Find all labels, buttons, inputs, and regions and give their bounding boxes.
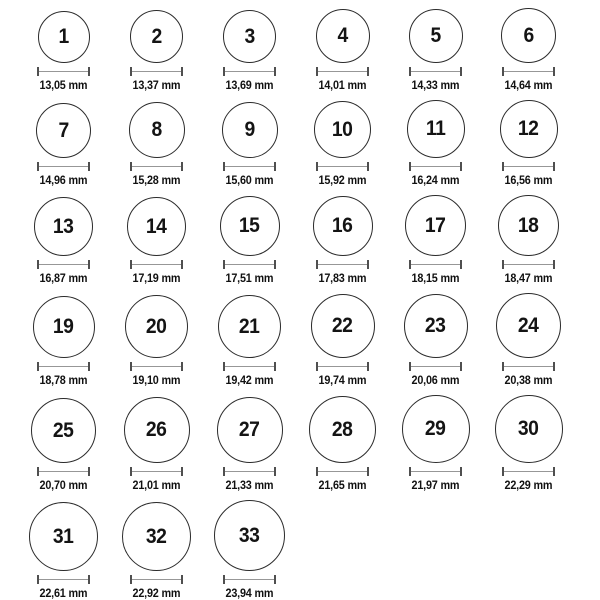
ring-size-cell [110,397,203,491]
diameter-label-text: 17,83 mm [318,273,367,285]
diameter-label-text: 14,64 mm [504,80,553,92]
diameter-label-text: 16,56 mm [504,175,553,187]
diameter-label-text: 22,92 mm [132,588,181,600]
diameter-measure-line [223,467,276,476]
diameter-label [38,373,89,386]
diameter-label [317,173,368,186]
diameter-label [410,78,461,91]
ring-size-number: 17 [425,213,446,237]
ring-size-cell [17,103,110,186]
diameter-label [317,271,368,284]
ring-circle [405,195,466,256]
diameter-label [131,586,182,599]
diameter-label [410,373,461,386]
diameter-measure-line [130,575,183,584]
ring-size-number: 6 [523,23,534,47]
diameter-measure-line [130,162,183,171]
diameter-label-text: 17,19 mm [132,273,181,285]
ring-size-cell [389,195,482,284]
diameter-label-text: 15,28 mm [132,175,181,187]
ring-size-cell [389,395,482,491]
ring-size-cell [17,11,110,91]
diameter-label [224,373,275,386]
diameter-label-text: 20,38 mm [504,375,553,387]
ring-size-cell [482,195,575,284]
ring-circle [220,196,280,256]
diameter-measure-line [316,362,369,371]
ring-circle [496,293,561,358]
diameter-label [224,173,275,186]
diameter-measure-line [223,162,276,171]
diameter-label-text: 14,01 mm [318,80,367,92]
diameter-label-text: 20,06 mm [411,375,460,387]
diameter-measure-line [502,467,555,476]
ring-size-cell [389,294,482,386]
ring-circle [122,502,191,571]
diameter-label-text: 17,51 mm [225,273,274,285]
ring-size-number: 19 [53,315,74,338]
diameter-label [224,478,275,491]
diameter-measure-line [502,362,555,371]
diameter-label-text: 22,61 mm [39,588,88,600]
ring-circle [129,102,185,158]
ring-size-cell [389,100,482,186]
ring-circle [33,296,95,358]
ring-size-number: 27 [239,418,260,441]
diameter-label-text: 13,37 mm [132,80,181,92]
diameter-label-text: 18,15 mm [411,273,460,285]
diameter-label [38,271,89,284]
diameter-measure-line [502,260,555,269]
ring-circle [402,395,470,463]
ring-size-cell [482,100,575,186]
ring-size-number: 16 [332,214,353,237]
size-row [17,100,600,186]
ring-size-cell [296,9,389,91]
diameter-measure-line [37,162,90,171]
size-row [17,500,600,599]
diameter-label-text: 16,24 mm [411,175,460,187]
diameter-label [38,173,89,186]
diameter-label-text: 21,33 mm [225,480,274,492]
diameter-measure-line [502,67,555,76]
diameter-label [317,478,368,491]
diameter-measure-line [316,162,369,171]
ring-size-number: 1 [58,25,69,48]
ring-size-number: 4 [337,24,348,47]
ring-circle [500,100,558,158]
size-row [17,395,600,491]
ring-size-cell [17,197,110,284]
diameter-label-text: 21,65 mm [318,480,367,492]
diameter-measure-line [409,162,462,171]
ring-size-cell [110,295,203,386]
diameter-label [410,478,461,491]
ring-circle [130,10,183,63]
ring-circle [214,500,285,571]
ring-circle [36,103,91,158]
size-row [17,195,600,284]
ring-size-cell [296,294,389,386]
ring-circle [309,396,376,463]
ring-circle [34,197,93,256]
ring-size-cell [389,9,482,91]
diameter-label [131,478,182,491]
diameter-label [131,173,182,186]
ring-size-cell [296,196,389,284]
diameter-measure-line [409,362,462,371]
ring-size-number: 3 [244,24,255,48]
ring-size-cell [203,196,296,284]
ring-circle [38,11,90,63]
diameter-measure-line [37,575,90,584]
diameter-label [38,586,89,599]
ring-size-cell [482,395,575,491]
ring-circle [409,9,463,63]
diameter-measure-line [409,67,462,76]
diameter-label-text: 22,29 mm [504,480,553,492]
diameter-label [317,78,368,91]
diameter-label [224,271,275,284]
ring-size-cell [203,10,296,91]
ring-size-number: 28 [332,417,353,441]
diameter-measure-line [130,467,183,476]
ring-circle [407,100,465,158]
diameter-measure-line [316,260,369,269]
ring-circle [314,101,371,158]
diameter-label [224,586,275,599]
diameter-measure-line [223,575,276,584]
diameter-label-text: 20,70 mm [39,480,88,492]
ring-size-cell [296,101,389,186]
size-row [17,293,600,386]
ring-circle [498,195,559,256]
ring-size-number: 24 [518,313,539,337]
ring-circle [127,197,186,256]
ring-size-cell [203,102,296,186]
ring-size-number: 2 [151,24,162,48]
ring-circle [501,8,556,63]
ring-size-cell [110,10,203,91]
ring-circle [124,397,190,463]
diameter-label-text: 21,97 mm [411,480,460,492]
ring-size-number: 14 [146,214,167,238]
diameter-measure-line [130,260,183,269]
diameter-label [38,478,89,491]
diameter-measure-line [316,467,369,476]
ring-size-number: 23 [425,314,446,337]
ring-size-number: 10 [332,117,353,141]
ring-circle [218,295,281,358]
ring-size-number: 31 [53,524,74,548]
ring-size-cell [203,295,296,386]
diameter-label-text: 15,60 mm [225,175,274,187]
diameter-measure-line [223,362,276,371]
ring-size-number: 30 [518,417,539,440]
ring-size-number: 26 [146,418,167,441]
ring-circle [222,102,278,158]
diameter-measure-line [130,362,183,371]
ring-size-cell [203,397,296,491]
ring-size-number: 32 [146,524,167,548]
ring-size-number: 13 [53,214,74,238]
ring-circle [316,9,370,63]
diameter-label [131,78,182,91]
ring-circle [125,295,188,358]
diameter-label-text: 23,94 mm [225,588,274,600]
ring-circle [29,502,98,571]
ring-circle [31,398,96,463]
ring-size-number: 29 [425,417,446,440]
diameter-label [224,78,275,91]
ring-size-number: 33 [239,523,260,547]
diameter-label-text: 15,92 mm [318,175,367,187]
diameter-measure-line [316,67,369,76]
diameter-label-text: 19,42 mm [225,375,274,387]
ring-size-number: 22 [332,314,353,337]
diameter-label [317,373,368,386]
diameter-label-text: 19,10 mm [132,375,181,387]
ring-size-cell [17,296,110,386]
ring-size-cell [110,197,203,284]
ring-size-cell [482,8,575,91]
diameter-measure-line [37,260,90,269]
ring-size-cell [203,500,296,599]
ring-size-cell [296,396,389,491]
diameter-label-text: 19,74 mm [318,375,367,387]
diameter-measure-line [223,67,276,76]
diameter-measure-line [130,67,183,76]
ring-circle [311,294,375,358]
ring-size-cell [17,398,110,491]
diameter-label [131,373,182,386]
ring-size-number: 15 [239,214,260,237]
diameter-label [503,271,554,284]
diameter-label-text: 18,47 mm [504,273,553,285]
diameter-measure-line [37,67,90,76]
ring-size-number: 9 [244,118,255,141]
ring-circle [495,395,563,463]
ring-size-cell [482,293,575,386]
ring-size-cell [17,502,110,599]
diameter-label [503,478,554,491]
ring-circle [223,10,276,63]
diameter-label-text: 13,05 mm [39,80,88,92]
ring-size-cell [110,102,203,186]
diameter-label [503,173,554,186]
diameter-measure-line [502,162,555,171]
diameter-label [503,78,554,91]
diameter-label [131,271,182,284]
ring-circle [404,294,468,358]
diameter-label [410,173,461,186]
diameter-label-text: 21,01 mm [132,480,181,492]
ring-size-number: 12 [518,117,539,140]
diameter-measure-line [409,260,462,269]
ring-size-number: 20 [146,314,167,338]
ring-size-number: 5 [430,24,441,47]
ring-size-number: 18 [518,213,539,237]
diameter-label-text: 16,87 mm [39,273,88,285]
diameter-measure-line [223,260,276,269]
diameter-label [503,373,554,386]
diameter-label-text: 13,69 mm [225,80,274,92]
diameter-label-text: 14,33 mm [411,80,460,92]
ring-circle [313,196,373,256]
diameter-label-text: 14,96 mm [39,175,88,187]
ring-size-number: 25 [53,418,74,442]
ring-size-cell [110,502,203,599]
diameter-label [410,271,461,284]
ring-size-number: 11 [425,117,446,140]
diameter-label [38,78,89,91]
diameter-measure-line [37,362,90,371]
diameter-measure-line [37,467,90,476]
ring-circle [217,397,283,463]
ring-size-number: 8 [151,118,162,141]
diameter-measure-line [409,467,462,476]
ring-size-number: 7 [58,118,69,142]
size-row [17,8,600,91]
ring-size-number: 21 [239,314,260,338]
diameter-label-text: 18,78 mm [39,375,88,387]
